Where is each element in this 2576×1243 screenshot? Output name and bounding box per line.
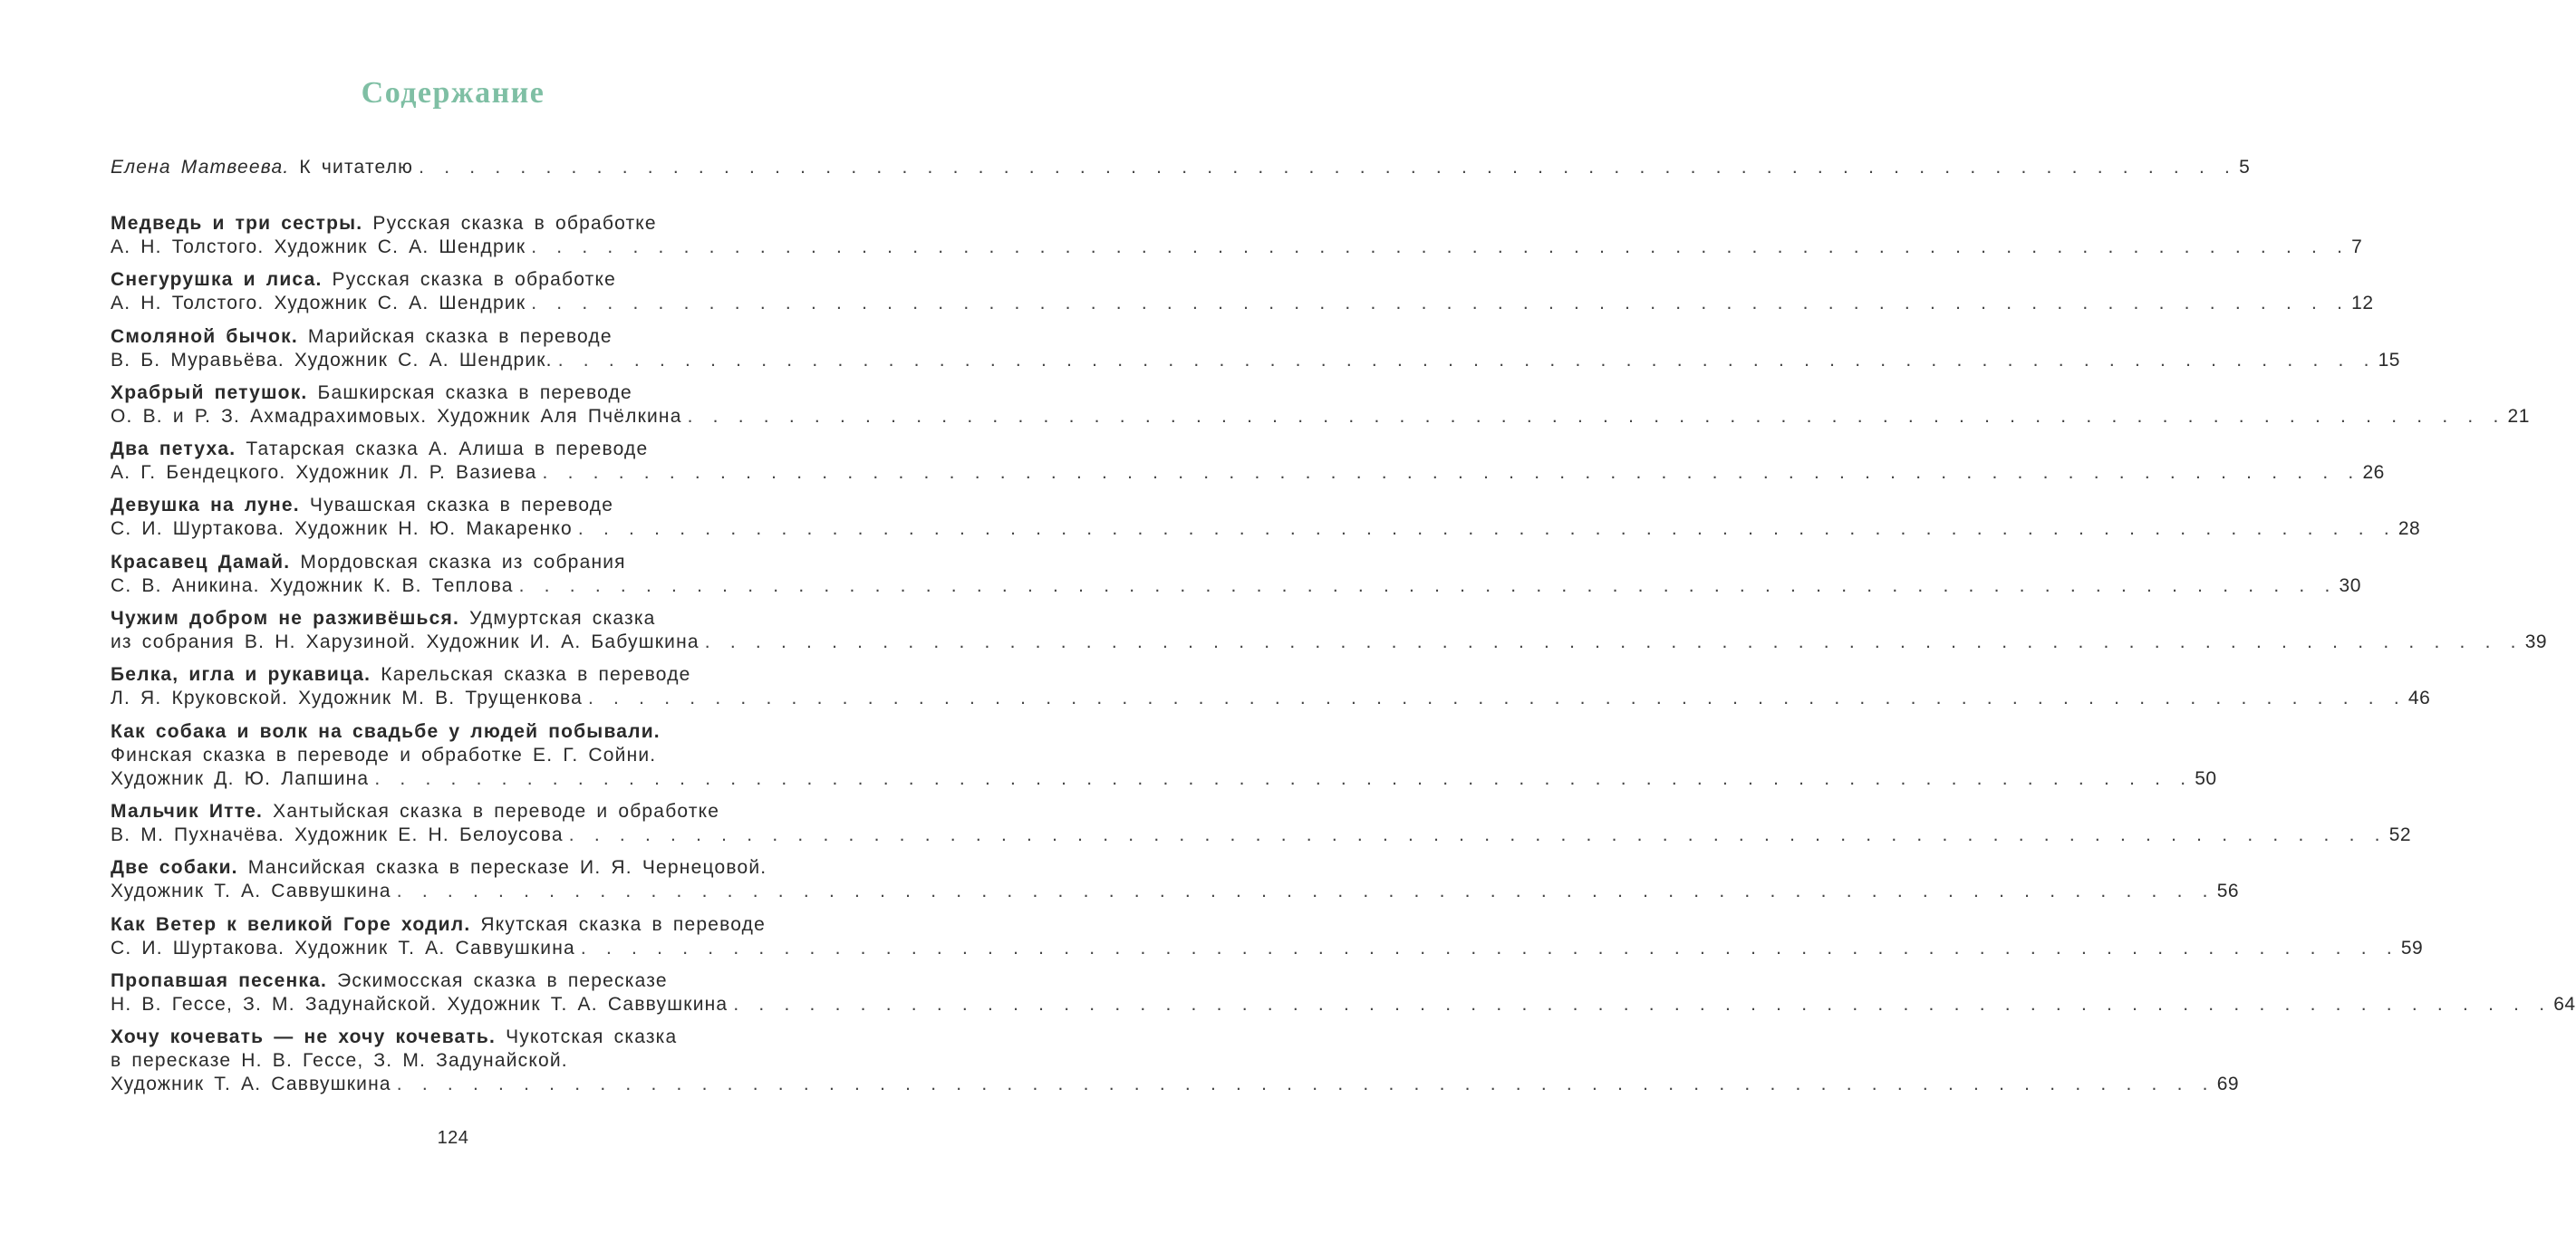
toc-entry-description: Татарская сказка А. Алиша в переводе bbox=[246, 438, 649, 460]
toc-entry-description: Башкирская сказка в переводе bbox=[317, 381, 632, 403]
toc-entry[interactable] bbox=[111, 438, 2385, 485]
toc-entry-title: Как собака и волк на свадьбе у людей побывали. bbox=[111, 720, 661, 742]
toc-entry[interactable] bbox=[111, 494, 2421, 541]
toc-entry-page-number: 21 bbox=[2507, 405, 2530, 427]
toc-entry-credits: Художник Д. Ю. Лапшина bbox=[111, 767, 370, 789]
toc-entry-first-line bbox=[111, 969, 841, 993]
toc-entry[interactable] bbox=[111, 381, 2530, 429]
toc-entry-credits: Н. В. Гессе, З. М. Задунайской. Художник Т. А. Саввушкина bbox=[111, 993, 728, 1015]
toc-entry-title: Храбрый петушок. bbox=[111, 381, 308, 403]
toc-entry-description: Мансийская сказка в пересказе И. Я. Чернецовой. bbox=[247, 857, 767, 879]
toc-entry-title: Красавец Дамай. bbox=[111, 551, 291, 573]
toc-entry[interactable] bbox=[111, 268, 2374, 315]
dot-leader: . . . . . . . . . . . . . . . . . . . . . . . . . . . . . . . . . . . . . . . . . . . . . . . . . . . . . . . . . . . . . . . . . . . . . . . . bbox=[704, 631, 2522, 653]
toc-entry-first-line bbox=[111, 551, 841, 574]
toc-entry-first-line bbox=[111, 720, 841, 744]
toc-entry-page-number: 46 bbox=[2407, 688, 2431, 709]
dot-leader: . . . . . . . . . . . . . . . . . . . . . . . . . . . . . . . . . . . . . . . . . . . . . . . . . . . . . . . . . . . . . . . . . . . . . . . . bbox=[580, 937, 2398, 959]
toc-entry-first-line bbox=[111, 268, 841, 292]
toc-entry[interactable] bbox=[111, 325, 2400, 372]
toc-entry-first-line bbox=[111, 381, 841, 405]
dot-leader: . . . . . . . . . . . . . . . . . . . . . . . . . . . . . . . . . . . . . . . . . . . . . . . . . . . . . . . . . . . . . . . . . . . . . . . . bbox=[374, 767, 2192, 789]
page-title: Содержание bbox=[361, 76, 545, 110]
toc-entry-title: Как Ветер к великой Горе ходил. bbox=[111, 913, 471, 935]
dot-leader: . . . . . . . . . . . . . . . . . . . . . . . . . . . . . . . . . . . . . . . . . . . . . . . . . . . . . . . . . . . . . . . . . . . . . . . . bbox=[419, 157, 2236, 178]
toc-entry-description: Марийская сказка в переводе bbox=[307, 325, 613, 347]
toc-entry-page-number: 7 bbox=[2351, 236, 2363, 257]
toc-intro-line[interactable] bbox=[111, 156, 2251, 179]
toc-entry-first-line bbox=[111, 800, 841, 824]
toc-entry-description: Эскимосская сказка в пересказе bbox=[337, 969, 668, 991]
dot-leader: . . . . . . . . . . . . . . . . . . . . . . . . . . . . . . . . . . . . . . . . . . . . . . . . . . . . . . . . . . . . . . . . . . . . . . . . bbox=[587, 688, 2405, 709]
toc-entry-credits: О. В. и Р. З. Ахмадрахимовых. Художник Аля Пчёлкина bbox=[111, 405, 682, 427]
toc-entry-last-line bbox=[111, 405, 2530, 429]
toc-entry-page-number: 28 bbox=[2398, 518, 2421, 540]
toc-entry-last-line bbox=[111, 993, 2576, 1017]
toc-entry-credits: А. Н. Толстого. Художник С. А. Шендрик bbox=[111, 293, 526, 314]
toc-entry-page-number: 52 bbox=[2388, 824, 2412, 845]
toc-entry-description: Карельская сказка в переводе bbox=[381, 664, 691, 686]
toc-entry-first-line bbox=[111, 494, 841, 517]
dot-leader: . . . . . . . . . . . . . . . . . . . . . . . . . . . . . . . . . . . . . . . . . . . . . . . . . . . . . . . . . . . . . . . . . . . . . . . . bbox=[687, 405, 2504, 427]
dot-leader: . . . . . . . . . . . . . . . . . . . . . . . . . . . . . . . . . . . . . . . . . . . . . . . . . . . . . . . . . . . . . . . . . . . . . . . . bbox=[396, 881, 2214, 902]
toc-entry-last-line bbox=[111, 517, 2421, 541]
toc-entry[interactable] bbox=[111, 212, 2363, 259]
intro-title: К читателю bbox=[299, 157, 414, 178]
toc-entry-page-number: 30 bbox=[2339, 574, 2361, 596]
toc-entry-description: Якутская сказка в переводе bbox=[480, 913, 766, 935]
toc-entry-credits: В. Б. Муравьёва. Художник С. А. Шендрик. bbox=[111, 349, 553, 371]
toc-entry-credits: Художник Т. А. Саввушкина bbox=[111, 1074, 391, 1095]
toc-entry-last-line bbox=[111, 631, 2548, 654]
toc-entry-title: Мальчик Итте. bbox=[111, 800, 264, 822]
dot-leader: . . . . . . . . . . . . . . . . . . . . . . . . . . . . . . . . . . . . . . . . . . . . . . . . . . . . . . . . . . . . . . . . . . . . . . . . bbox=[577, 518, 2395, 540]
toc-entry-last-line bbox=[111, 1073, 2240, 1096]
toc-entry[interactable] bbox=[111, 913, 2424, 960]
toc-entry-page-number: 39 bbox=[2524, 631, 2548, 653]
toc-entry-page-number: 26 bbox=[2362, 462, 2385, 484]
toc-entry-middle-line: Финская сказка в переводе и обработке Е. Г. Сойни. bbox=[111, 744, 657, 766]
dot-leader: . . . . . . . . . . . . . . . . . . . . . . . . . . . . . . . . . . . . . . . . . . . . . . . . . . . . . . . . . . . . . . . . . . . . . . . . bbox=[531, 236, 2349, 257]
toc-entry-credits: из собрания В. Н. Харузиной. Художник И. А. Бабушкина bbox=[111, 631, 699, 653]
toc-entry-credits: В. М. Пухначёва. Художник Е. Н. Белоусова bbox=[111, 824, 564, 845]
table-of-contents bbox=[111, 156, 2576, 1105]
toc-entry-first-line bbox=[111, 663, 841, 687]
toc-entry-title: Пропавшая песенка. bbox=[111, 969, 328, 991]
toc-entry[interactable] bbox=[111, 800, 2412, 847]
toc-entry-last-line bbox=[111, 824, 2412, 847]
dot-leader: . . . . . . . . . . . . . . . . . . . . . . . . . . . . . . . . . . . . . . . . . . . . . . . . . . . . . . . . . . . . . . . . . . . . . . . . bbox=[531, 293, 2349, 314]
dot-leader: . . . . . . . . . . . . . . . . . . . . . . . . . . . . . . . . . . . . . . . . . . . . . . . . . . . . . . . . . . . . . . . . . . . . . . . . bbox=[568, 824, 2386, 845]
toc-entry-page-number: 15 bbox=[2378, 349, 2400, 371]
toc-entry[interactable] bbox=[111, 969, 2576, 1017]
toc-entry-title: Хочу кочевать — не хочу кочевать. bbox=[111, 1026, 497, 1048]
toc-entry-title: Медведь и три сестры. bbox=[111, 213, 363, 234]
dot-leader: . . . . . . . . . . . . . . . . . . . . . . . . . . . . . . . . . . . . . . . . . . . . . . . . . . . . . . . . . . . . . . . . . . . . . . . . bbox=[396, 1074, 2214, 1095]
toc-entry[interactable] bbox=[111, 856, 2240, 903]
toc-entry-description: Удмуртская сказка bbox=[469, 608, 656, 630]
toc-entry-description: Мордовская сказка из собрания bbox=[300, 551, 626, 573]
toc-entry-last-line bbox=[111, 687, 2431, 710]
toc-entry-title: Чужим добром не разживёшься. bbox=[111, 608, 460, 630]
toc-entry-credits: Художник Т. А. Саввушкина bbox=[111, 881, 391, 902]
toc-entry-last-line bbox=[111, 937, 2424, 960]
toc-entry-last-line bbox=[111, 767, 2217, 791]
toc-entry-last-line bbox=[111, 236, 2363, 259]
toc-entry-title: Два петуха. bbox=[111, 438, 236, 460]
toc-entry-last-line bbox=[111, 574, 2361, 598]
toc-entry-title: Снегурушка и лиса. bbox=[111, 269, 323, 291]
toc-entry-last-line bbox=[111, 349, 2400, 372]
dot-leader: . . . . . . . . . . . . . . . . . . . . . . . . . . . . . . . . . . . . . . . . . . . . . . . . . . . . . . . . . . . . . . . . . . . . . . . . bbox=[518, 574, 2336, 596]
toc-entry-first-line bbox=[111, 325, 841, 349]
toc-entry[interactable] bbox=[111, 1026, 2240, 1096]
toc-entry-description: Чувашская сказка в переводе bbox=[309, 495, 614, 516]
toc-entry-credits: Л. Я. Круковской. Художник М. В. Трущенкова bbox=[111, 688, 583, 709]
toc-entry-first-line bbox=[111, 212, 841, 236]
toc-entry-credits: А. Г. Бендецкого. Художник Л. Р. Вазиева bbox=[111, 462, 537, 484]
toc-entry-credits: С. И. Шуртакова. Художник Т. А. Саввушкина bbox=[111, 937, 575, 959]
toc-entry-description: Хантыйская сказка в переводе и обработке bbox=[273, 800, 720, 822]
dot-leader: . . . . . . . . . . . . . . . . . . . . . . . . . . . . . . . . . . . . . . . . . . . . . . . . . . . . . . . . . . . . . . . . . . . . . . . . bbox=[733, 993, 2551, 1015]
toc-entry[interactable] bbox=[111, 663, 2431, 710]
toc-entry-page-number: 56 bbox=[2216, 881, 2240, 902]
intro-author: Елена Матвеева. bbox=[111, 157, 290, 178]
toc-entry[interactable] bbox=[111, 551, 2361, 598]
toc-entry-middle-line: в пересказе Н. В. Гессе, З. М. Задунайской. bbox=[111, 1050, 568, 1072]
toc-entry-page-number: 12 bbox=[2351, 293, 2374, 314]
toc-entry[interactable] bbox=[111, 607, 2548, 654]
page-number: 124 bbox=[437, 1128, 469, 1148]
toc-entry-last-line bbox=[111, 292, 2374, 315]
toc-entry-credits: С. И. Шуртакова. Художник Н. Ю. Макаренко bbox=[111, 518, 573, 540]
toc-entry-first-line bbox=[111, 438, 841, 461]
toc-entry-first-line bbox=[111, 1026, 841, 1049]
toc-entry-first-line bbox=[111, 913, 841, 937]
toc-entry-first-line bbox=[111, 856, 841, 880]
toc-entry-last-line bbox=[111, 461, 2385, 485]
toc-entry-title: Смоляной бычок. bbox=[111, 325, 298, 347]
toc-entry-description: Русская сказка в обработке bbox=[372, 213, 657, 234]
toc-entry-page-number: 69 bbox=[2216, 1074, 2240, 1095]
toc-entry-page-number: 59 bbox=[2400, 937, 2424, 959]
toc-entry-title: Девушка на луне. bbox=[111, 495, 300, 516]
toc-entry-first-line bbox=[111, 607, 841, 631]
toc-entry[interactable] bbox=[111, 720, 2217, 791]
toc-entry-description: Русская сказка в обработке bbox=[332, 269, 616, 291]
toc-entry-credits: А. Н. Толстого. Художник С. А. Шендрик bbox=[111, 236, 526, 257]
toc-entry-page-number: 64 bbox=[2553, 993, 2576, 1015]
dot-leader: . . . . . . . . . . . . . . . . . . . . . . . . . . . . . . . . . . . . . . . . . . . . . . . . . . . . . . . . . . . . . . . . . . . . . . . . bbox=[542, 462, 2359, 484]
toc-entry-last-line bbox=[111, 880, 2240, 903]
dot-leader: . . . . . . . . . . . . . . . . . . . . . . . . . . . . . . . . . . . . . . . . . . . . . . . . . . . . . . . . . . . . . . . . . . . . . . . . bbox=[557, 349, 2375, 371]
toc-entry-credits: С. В. Аникина. Художник К. В. Теплова bbox=[111, 574, 514, 596]
toc-entry-page-number: 50 bbox=[2195, 767, 2217, 789]
toc-entry-title: Две собаки. bbox=[111, 857, 238, 879]
intro-page-number: 5 bbox=[2239, 157, 2251, 178]
toc-entry-description: Чукотская сказка bbox=[506, 1026, 678, 1048]
toc-entry-title: Белка, игла и рукавица. bbox=[111, 664, 371, 686]
